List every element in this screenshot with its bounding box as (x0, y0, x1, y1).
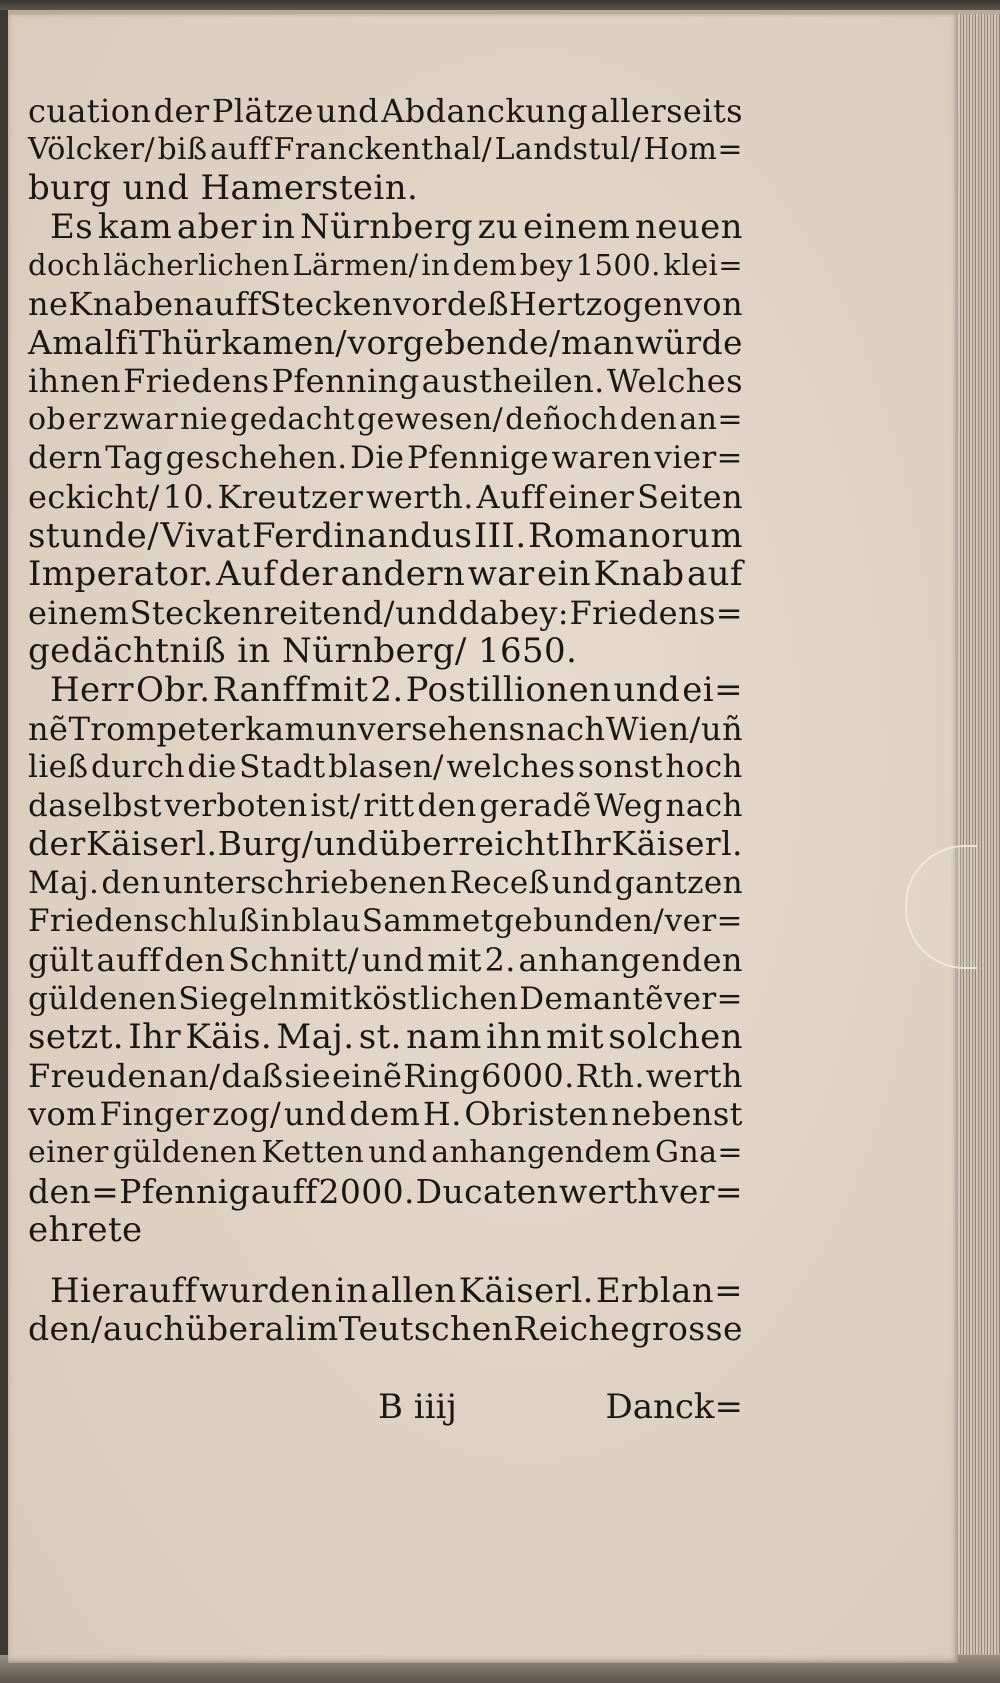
word: 2. (370, 669, 404, 710)
word: Thür (139, 322, 222, 362)
word: werth (645, 1056, 743, 1095)
word: Völcker/ (28, 131, 155, 167)
text-block (28, 92, 743, 1349)
word: dem (452, 248, 518, 283)
word: ne (28, 284, 69, 323)
word: H. (422, 1095, 462, 1134)
word: von (683, 284, 743, 323)
word: einem (523, 206, 631, 247)
text-line (28, 208, 743, 247)
text-line (28, 1134, 743, 1173)
word: war (467, 554, 535, 595)
text-line (28, 825, 743, 864)
word: biß (157, 131, 208, 167)
word: Es (50, 206, 94, 247)
word: stunde/ (28, 515, 160, 556)
word: auff (194, 284, 260, 323)
word: an/ (168, 1056, 221, 1095)
word: ver= (664, 903, 743, 940)
word: nẽ (28, 709, 69, 748)
word: Käiserl. (86, 824, 218, 864)
word: Gna= (655, 1135, 743, 1171)
text-line (28, 401, 743, 440)
word: gedacht (229, 401, 356, 437)
word: unversehens (315, 709, 526, 748)
word: Nürnberg (300, 206, 473, 247)
word: Käis. (185, 1017, 273, 1058)
text-line (28, 864, 743, 903)
word: geradẽ (479, 787, 592, 824)
word: ihnen (28, 362, 121, 401)
word: allerseits (590, 92, 743, 130)
word: Ducaten (415, 1171, 559, 1211)
word: III. (473, 515, 527, 556)
word: Franckenthal/ (273, 131, 493, 167)
word: vorgebende/ (347, 322, 561, 362)
word: Demantẽ (519, 980, 664, 1017)
word: Sammet (361, 903, 494, 940)
signature-mark: B iiij (378, 1387, 457, 1427)
word: einem (28, 593, 130, 632)
text-line (28, 1211, 743, 1250)
word: Reiche (513, 1309, 631, 1349)
word: Ihr (128, 1017, 182, 1058)
line-text: gedächtniß in Nürnberg/ 1650. (28, 631, 578, 672)
word: ver= (659, 1171, 743, 1211)
word: anhangenden (518, 941, 743, 980)
word: werth. (366, 477, 474, 516)
word: sonst (577, 749, 663, 786)
word: köstlichen (353, 980, 519, 1017)
word: und (613, 669, 681, 710)
word: und (361, 941, 425, 980)
text-line (28, 246, 743, 285)
word: Lärmen/ (292, 248, 419, 283)
word: geschehen. (165, 440, 348, 477)
word: Erblan= (595, 1270, 743, 1311)
word: blasen/ (328, 749, 444, 786)
signature-line (28, 1387, 743, 1427)
word: 2. (484, 941, 516, 980)
word: Weg (594, 787, 663, 824)
word: mit (427, 941, 482, 980)
text-line (28, 632, 743, 671)
word: er (68, 401, 101, 437)
word: blau (291, 903, 362, 940)
word: ließ (28, 749, 89, 786)
text-line (28, 517, 743, 556)
word: anhangendem (431, 1135, 652, 1171)
word: Hierauff (50, 1270, 198, 1311)
word: an= (679, 401, 743, 437)
text-line (28, 439, 743, 478)
word: Romanorum (528, 515, 743, 556)
word: Auff (476, 477, 546, 516)
word: Friedens (123, 362, 270, 401)
word: Teutschen (338, 1309, 514, 1349)
word: Friedenschluß (28, 903, 260, 940)
word: mit (546, 1017, 605, 1058)
word: ob (28, 401, 67, 437)
word: Pfenning (271, 362, 420, 401)
word: Ring (403, 1056, 481, 1095)
word: kamen/ (221, 322, 347, 362)
word: Pfennige (407, 440, 549, 477)
word: Seiten (637, 477, 743, 516)
word: reitend/ (263, 593, 395, 632)
word: Rth. (575, 1056, 645, 1095)
text-line (28, 941, 743, 980)
catchword: Danck= (605, 1387, 743, 1427)
word: Ranff (212, 669, 309, 710)
word: in (260, 903, 291, 940)
word: vor (393, 284, 447, 323)
word: der (28, 824, 86, 864)
word: Siegeln (178, 980, 299, 1017)
word: gebunden/ (494, 903, 665, 940)
word: gült (28, 941, 94, 980)
line-text: ehrete (28, 1210, 143, 1251)
word: und (368, 1135, 428, 1171)
word: verboten (164, 787, 308, 824)
word: in (261, 206, 296, 247)
word: 10. (162, 477, 215, 516)
word: der (153, 92, 210, 130)
word: der (278, 554, 339, 595)
word: Schnitt/ (227, 941, 359, 980)
word: auf (687, 554, 743, 595)
word: Kreutzer (217, 477, 364, 516)
word: vier= (654, 440, 743, 477)
word: bey (519, 248, 574, 283)
text-line (28, 169, 743, 208)
word: Wien/ (605, 709, 701, 748)
word: kam (97, 206, 173, 247)
word: und (395, 593, 459, 632)
word: st. (358, 1017, 402, 1058)
word: doch (28, 248, 101, 283)
word: lächerlichen (103, 248, 290, 283)
word: den (101, 864, 161, 901)
word: die (187, 749, 237, 786)
text-line (28, 1057, 743, 1096)
word: solchen (608, 1017, 743, 1058)
word: nach (665, 787, 743, 824)
word: ver= (664, 980, 743, 1017)
word: Hertzogen (508, 284, 684, 323)
gutter-shadow (0, 10, 8, 1683)
word: ihn (486, 1017, 542, 1058)
word: und (316, 92, 379, 130)
word: auff (250, 1171, 318, 1211)
word: Käiserl. (611, 824, 743, 864)
word: Hom= (643, 131, 743, 167)
word: Maj. (276, 1017, 355, 1058)
word: einer (548, 477, 635, 516)
word: den (164, 941, 226, 980)
word: den (619, 401, 678, 437)
word: Stecken (129, 593, 263, 632)
word: deñoch (505, 401, 618, 437)
word: unterschriebenen (162, 864, 448, 901)
word: austheilen. (421, 362, 605, 401)
word: Imperator. (28, 554, 214, 595)
word: Friedens= (569, 593, 743, 632)
word: ei= (682, 669, 743, 710)
book-page (8, 14, 958, 1663)
word: Tag (105, 440, 163, 477)
word: Käiserl. (458, 1270, 594, 1311)
word: Die (350, 440, 405, 477)
word: grosse (630, 1309, 743, 1349)
text-line (28, 131, 743, 170)
text-line (28, 1310, 743, 1349)
word: zu (477, 206, 519, 247)
word: einẽ (332, 1056, 403, 1095)
word: eckicht/ (28, 477, 160, 516)
word: Abdanckung (381, 92, 589, 130)
word: Welches (606, 362, 743, 401)
word: Obristen (464, 1095, 609, 1134)
word: Ketten (261, 1135, 365, 1171)
word: Herr (50, 669, 134, 710)
word: Knaben (68, 284, 195, 323)
text-line (28, 92, 743, 131)
word: Trompeter (68, 709, 245, 748)
word: aber (176, 206, 257, 247)
word: güldenen (112, 1135, 258, 1171)
text-line (28, 478, 743, 517)
word: nam (406, 1017, 482, 1058)
text-line (28, 594, 743, 633)
word: klei= (663, 248, 743, 283)
word: Receß (449, 864, 550, 901)
word: welches (446, 749, 576, 786)
word: Ihr (559, 824, 612, 864)
text-line (28, 671, 743, 710)
word: würde (635, 322, 743, 362)
text-line (28, 1173, 743, 1212)
word: auff (210, 131, 272, 167)
word: uñ (700, 709, 743, 748)
line-text: burg und Hamerstein. (28, 168, 419, 209)
word: 1500. (575, 248, 661, 283)
word: mit (310, 669, 369, 710)
word: mit (299, 980, 353, 1017)
word: Amalfi (28, 322, 139, 362)
page-edges (955, 14, 1000, 1654)
word: hoch (665, 749, 743, 786)
word: auff (96, 941, 162, 980)
word: neuen (635, 206, 743, 247)
word: den (417, 787, 477, 824)
text-line (28, 285, 743, 324)
word: setzt. (28, 1017, 125, 1058)
word: Finger (99, 1095, 210, 1134)
word: Vivat (160, 515, 251, 556)
word: nebenst (611, 1095, 743, 1134)
word: einer (28, 1135, 109, 1171)
word: Freuden (28, 1056, 168, 1095)
word: Obr. (135, 669, 211, 710)
word: Stecken (259, 284, 393, 323)
text-line (28, 1018, 743, 1057)
word: Burg/ (217, 824, 314, 864)
word: Plätze (211, 92, 314, 130)
word: dern (28, 440, 103, 477)
word: allen (370, 1270, 457, 1311)
text-line (28, 324, 743, 363)
word: Ferdinandus (252, 515, 473, 556)
word: den/ (28, 1309, 103, 1349)
word: man (561, 322, 635, 362)
word: Maj. (28, 864, 100, 901)
word: und (551, 864, 613, 901)
text-line (28, 787, 743, 826)
word: kam (245, 709, 316, 748)
text-line (28, 902, 743, 941)
word: ein (537, 554, 592, 595)
text-line (28, 748, 743, 787)
word: waren (551, 440, 652, 477)
word: wurden (199, 1270, 333, 1311)
word: ist/ (310, 787, 361, 824)
word: ritt (363, 787, 415, 824)
text-line (28, 555, 743, 594)
word: auch (102, 1309, 186, 1349)
word: daß (221, 1056, 284, 1095)
word: zwar (102, 401, 179, 437)
word: zog/ (212, 1095, 282, 1134)
word: und (283, 1095, 347, 1134)
word: 6000. (481, 1056, 575, 1095)
word: gewesen/ (356, 401, 504, 437)
word: andern (340, 554, 466, 595)
word: vom (28, 1095, 97, 1134)
word: Postillionen (405, 669, 612, 710)
word: und (313, 824, 379, 864)
word: im (295, 1309, 339, 1349)
word: Stadt (239, 749, 326, 786)
word: deß (446, 284, 509, 323)
word: in (421, 248, 451, 283)
text-line (28, 1272, 743, 1311)
word: nie (180, 401, 229, 437)
word: in (334, 1270, 369, 1311)
word: sie (284, 1056, 332, 1095)
word: cuation (28, 92, 152, 130)
text-line (28, 1095, 743, 1134)
word: dabey: (458, 593, 569, 632)
word: gantzen (614, 864, 743, 901)
text-line (28, 362, 743, 401)
text-line (28, 980, 743, 1019)
word: überreicht (378, 824, 560, 864)
word: 2000. (318, 1171, 415, 1211)
word: daselbst (28, 787, 162, 824)
word: überal (185, 1309, 296, 1349)
word: den=Pfennig (28, 1171, 251, 1211)
text-line (28, 710, 743, 749)
word: Landstul/ (494, 131, 642, 167)
word: Auf (216, 554, 277, 595)
word: Knab (593, 554, 685, 595)
word: werth (559, 1171, 660, 1211)
word: durch (90, 749, 185, 786)
word: dem (349, 1095, 421, 1134)
word: nach (525, 709, 606, 748)
word: güldenen (28, 980, 178, 1017)
